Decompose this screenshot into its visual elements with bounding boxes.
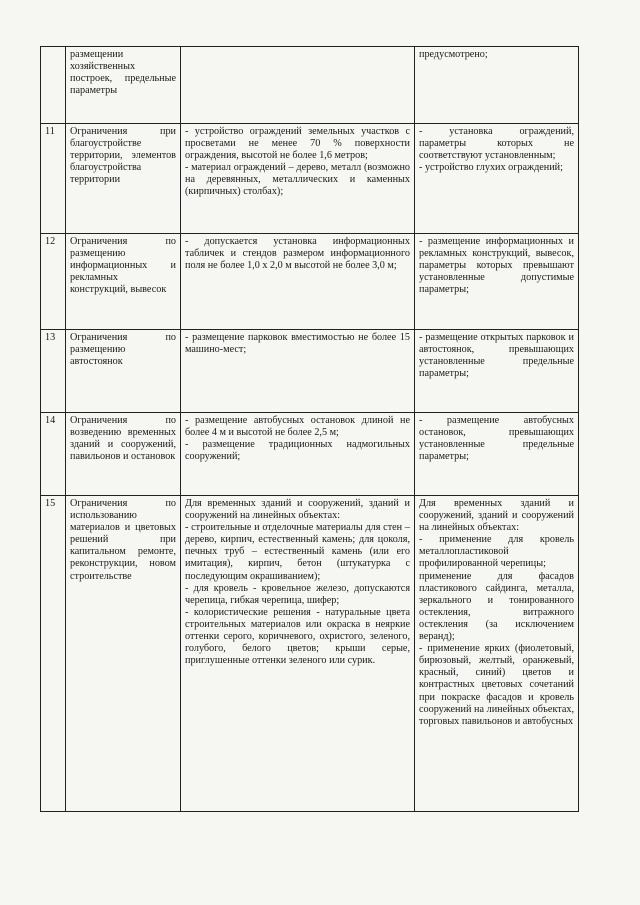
restriction-name: Ограничения по возведению временных зданий и сооружений, павильонов и остановок <box>66 413 181 496</box>
table-row <box>41 330 579 413</box>
row-number: 11 <box>41 124 66 234</box>
row-number <box>41 47 66 124</box>
row-number: 14 <box>41 413 66 496</box>
allowed-parameters: - допускается установка информационных табличек и стендов размером информационного поля не более 1,0 х 2,0 м высотой не более 3,0 м; <box>181 234 415 330</box>
restriction-name: Ограничения по использованию материалов и цветовых решений при капитальном ремонте, реконструкции, новом строительстве <box>66 496 181 812</box>
restriction-name: Ограничения по размещению информационных и рекламных конструкций, вывесок <box>66 234 181 330</box>
allowed-parameters: - размещение автобусных остановок длиной не более 4 м и высотой не более 2,5 м; - размещение традиционных надмогильных сооружений; <box>181 413 415 496</box>
table-row <box>41 234 579 330</box>
table-row <box>41 413 579 496</box>
forbidden-parameters: - установка ограждений, параметры которых не соответствуют установленным; - устройство глухих ограждений; <box>415 124 579 234</box>
restriction-name: размещении хозяйственных построек, предельные параметры <box>66 47 181 124</box>
allowed-parameters: - размещение парковок вместимостью не более 15 машино-мест; <box>181 330 415 413</box>
forbidden-parameters: - размещение информационных и рекламных конструкций, вывесок, параметры которых превышают установленные допустимые параметры; <box>415 234 579 330</box>
row-number: 15 <box>41 496 66 812</box>
restriction-name: Ограничения по размещению автостоянок <box>66 330 181 413</box>
regulations-table <box>40 46 579 812</box>
allowed-parameters <box>181 47 415 124</box>
forbidden-parameters: Для временных зданий и сооружений, зданий и сооружений на линейных объектах: - применение для кровель металлопластиковой профилированной черепицы; применение для фасадов пластикового сайдинга, металла, зеркального и тонированного остекления, витражного остекления (за исключением веранд); - применение ярких (фиолетовый, бирюзовый, желтый, оранжевый, красный, синий) цветов и контрастных цветовых сочетаний при покраске фасадов и кровель сооружений на линейных объектах, торговых павильонов и автобусных <box>415 496 579 812</box>
forbidden-parameters: - размещение автобусных остановок, превышающих установленные предельные параметры; <box>415 413 579 496</box>
table-row <box>41 47 579 124</box>
table-row <box>41 496 579 812</box>
allowed-parameters: Для временных зданий и сооружений, зданий и сооружений на линейных объектах: - строительные и отделочные материалы для стен – дерево, кирпич, естественный камень; для цоколя, печных труб – естественный камень (или его имитация), кирпич, бетон (штукатурка с последующим окрашиванием); - для кровель - кровельное железо, допускаются черепица, гибкая черепица, шифер; - колористические решения - натуральные цвета строительных материалов или окраска в неяркие оттенки серого, коричневого, охристого, зеленого, голубого, белого цветов; крыши серые, приглушенные оттенки зеленого или сурик. <box>181 496 415 812</box>
forbidden-parameters: - размещение открытых парковок и автостоянок, превышающих установленные предельные параметры; <box>415 330 579 413</box>
row-number: 13 <box>41 330 66 413</box>
table-row <box>41 124 579 234</box>
forbidden-parameters: предусмотрено; <box>415 47 579 124</box>
restriction-name: Ограничения при благоустройстве территории, элементов благоустройства территории <box>66 124 181 234</box>
row-number: 12 <box>41 234 66 330</box>
allowed-parameters: - устройство ограждений земельных участков с просветами не менее 70 % поверхности ограждения, высотой не более 1,6 метров; - материал ограждений – дерево, металл (возможно на деревянных, металлических и каменных (кирпичных) столбах); <box>181 124 415 234</box>
